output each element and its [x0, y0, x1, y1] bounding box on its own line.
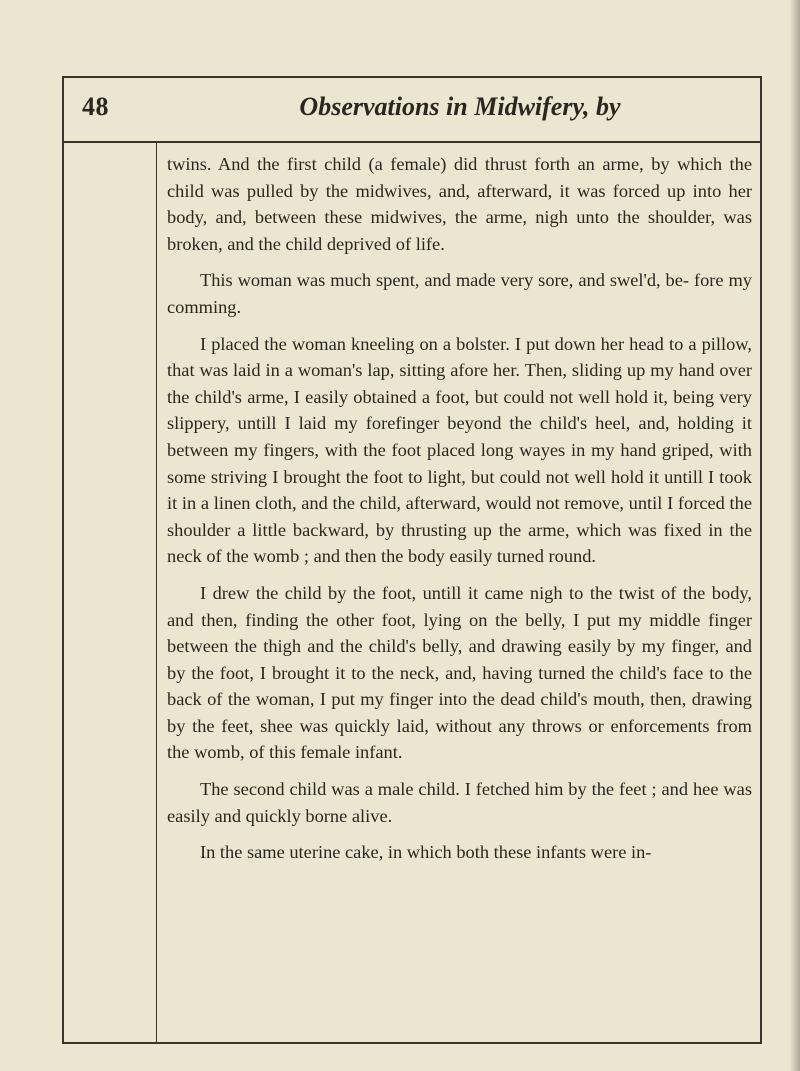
- frame-left-rule: [62, 76, 64, 1044]
- page-number: 48: [82, 92, 109, 121]
- paragraph-6: In the same uterine cake, in which both these infants were in-: [200, 842, 652, 863]
- frame-bottom-rule: [62, 1042, 762, 1044]
- header-divider-rule: [62, 141, 762, 143]
- paragraph-2: This woman was much spent, and made very sore, and swel'd, be- fore my comming.: [167, 270, 752, 317]
- frame-right-rule: [760, 76, 762, 1044]
- frame-top-rule: [62, 76, 762, 78]
- paragraph-1: twins. And the first child (a female) did thrust forth an arme, by which the child was pulled by the midwives, and, afterward, it was forced up into her body, and, between these midwives, the arme, nigh unto the shoulder, was broken, and the child deprived of life.: [167, 154, 752, 254]
- margin-column-rule: [156, 141, 157, 1044]
- body-text: [167, 151, 752, 876]
- running-title: Observations in Midwifery, by: [299, 92, 621, 121]
- paragraph-3: I placed the woman kneeling on a bolster. I put down her head to a pillow, that was laid in a woman's lap, sitting afore her. Then, sliding up my hand over the child's arme, I easily obtained a foot, but could not well hold it, being very slippery, untill I laid my forefinger beyond the child's heel, and, holding it between my fingers, with the foot placed long wayes in my hand griped, with some striving I brought the foot to light, but could not well hold it untill I took it in a linen cloth, and the child, afterward, would not remove, until I forced the shoulder a little backward, by thrusting up the arme, which was fixed in the neck of the womb ; and then the body easily turned round.: [167, 333, 752, 567]
- page-edge-shadow: [790, 0, 800, 1071]
- paragraph-4: I drew the child by the foot, untill it came nigh to the twist of the body, and then, finding the other foot, lying on the belly, I put my middle finger between the thigh and the child's belly, and drawing easily by my finger, and by the foot, I brought it to the neck, and, having turned the child's face to the back of the woman, I put my finger into the dead child's mouth, then, drawing by the feet, shee was quickly laid, without any throws or enforcements from the womb, of this female infant.: [167, 582, 752, 763]
- paragraph-5: The second child was a male child. I fetched him by the feet ; and hee was easily and quickly borne alive.: [167, 779, 752, 826]
